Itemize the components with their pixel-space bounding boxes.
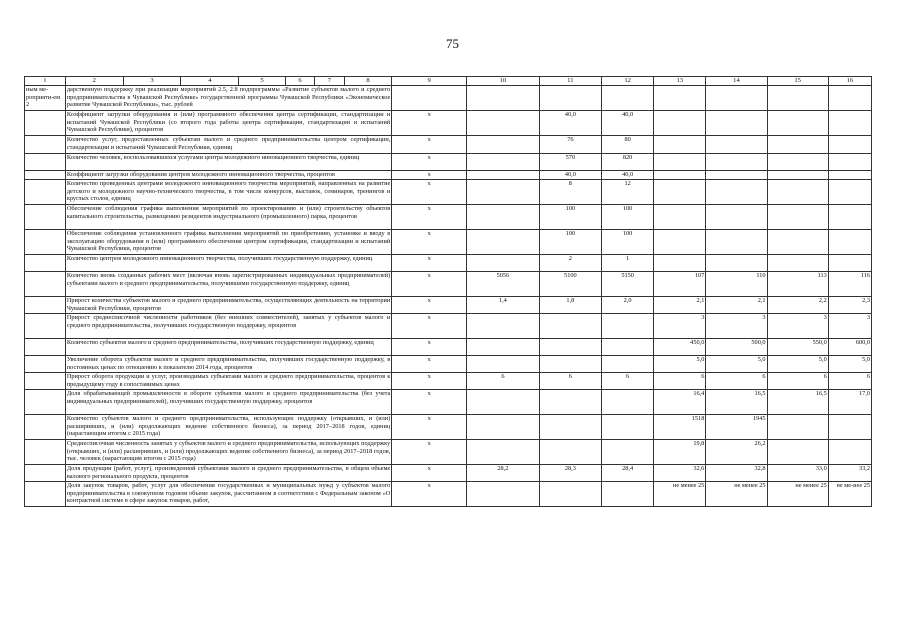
col-header: 6 xyxy=(285,77,314,86)
unit-cell xyxy=(392,86,467,111)
table-row xyxy=(25,154,872,171)
indicator-name: Количество услуг, предоставленных субъектам малого и среднего предпринимательства центром сертификации, стандартизации и испытаний Чувашской Республики, единиц xyxy=(65,136,391,154)
measure-cell xyxy=(25,255,66,272)
header-row xyxy=(25,77,872,86)
value-cell: 5056 xyxy=(467,272,540,297)
value-cell xyxy=(602,390,654,415)
unit-cell: x xyxy=(392,136,467,154)
indicator-name: Обеспечение соблюдения установленного графика выполнения мероприятий по приобретению, установке и вводу в эксплуатацию оборудования и (или) программного обеспечения центром сертификации, стандартизации и испытаний Чувашской Республики, процентов xyxy=(65,230,391,255)
col-header: 1 xyxy=(25,77,66,86)
value-cell: 80 xyxy=(602,136,654,154)
value-cell xyxy=(828,180,871,205)
indicator-name: Доля закупок товаров, работ, услуг для обеспечения государственных и муниципальных нужд у субъектов малого предпринимательства в совокупном годовом объеме закупок, рассчитанном в соответствии с Федеральным законом «О контрактной системе в сфере закупок товаров, работ, xyxy=(65,482,391,507)
value-cell xyxy=(539,356,601,373)
col-header: 10 xyxy=(467,77,540,86)
value-cell: 107 xyxy=(654,272,706,297)
indicator-name: Количество проведенных центрами молодежного инновационного творчества мероприятий, направленных на развитие детского и молодежного научно-технического творчества, в том числе конкурсов, выставок, семинаров, тренингов и круглых столов, единиц xyxy=(65,180,391,205)
table-row xyxy=(25,482,872,507)
table-row xyxy=(25,314,872,339)
value-cell xyxy=(767,230,828,255)
unit-cell: x xyxy=(392,230,467,255)
value-cell xyxy=(467,440,540,465)
value-cell: 12 xyxy=(602,180,654,205)
value-cell xyxy=(602,415,654,440)
indicator-name: Количество центров молодежного инновационного творчества, получивших государственную поддержку, единиц xyxy=(65,255,391,272)
value-cell xyxy=(602,356,654,373)
col-header: 2 xyxy=(65,77,123,86)
unit-cell: x xyxy=(392,272,467,297)
value-cell: 500,0 xyxy=(706,339,767,356)
value-cell xyxy=(467,314,540,339)
value-cell: 32,8 xyxy=(706,465,767,482)
value-cell: 6 xyxy=(539,373,601,390)
unit-cell: x xyxy=(392,373,467,390)
measure-cell xyxy=(25,415,66,440)
table-row xyxy=(25,171,872,180)
table-row xyxy=(25,180,872,205)
value-cell: 5,0 xyxy=(767,356,828,373)
measure-cell xyxy=(25,205,66,230)
value-cell xyxy=(539,86,601,111)
measure-cell xyxy=(25,465,66,482)
table-row xyxy=(25,272,872,297)
value-cell: 450,0 xyxy=(654,339,706,356)
unit-cell: x xyxy=(392,415,467,440)
indicators-table xyxy=(24,76,872,507)
indicator-name: Прирост количества субъектов малого и среднего предпринимательства, осуществляющих деятельность на территории Чувашской Республики, процентов xyxy=(66,297,391,312)
value-cell xyxy=(828,440,871,465)
table-row xyxy=(25,440,872,465)
indicator-name: Обеспечение соблюдения графика выполнения мероприятий по проектированию и (или) строительству объектов капитального строительства, размещению резидентов индустриального (промышленного) парка, процентов xyxy=(65,205,391,230)
measure-cell xyxy=(25,136,66,154)
value-cell: 28,3 xyxy=(539,465,601,482)
measure-cell xyxy=(25,440,66,465)
table-row xyxy=(25,111,872,136)
value-cell: 76 xyxy=(539,136,601,154)
indicator-name: Количество субъектов малого и среднего предпринимательства, получивших государственную поддержку, единиц xyxy=(65,339,391,356)
value-cell xyxy=(828,171,871,180)
indicator-name: Доля продукции (работ, услуг), произведенной субъектами малого и среднего предпринимательства, в общем объеме валового регионального продукта, процентов xyxy=(66,465,391,480)
value-cell xyxy=(706,230,767,255)
measure-cell: ным ме-роприяти-ем 2 xyxy=(25,86,66,111)
col-header: 11 xyxy=(539,77,601,86)
value-cell xyxy=(539,415,601,440)
value-cell: 113 xyxy=(767,272,828,297)
measure-cell xyxy=(25,111,66,136)
value-cell: 570 xyxy=(539,154,601,171)
value-cell: 2,1 xyxy=(654,297,706,314)
value-cell xyxy=(767,154,828,171)
value-cell xyxy=(767,440,828,465)
value-cell xyxy=(767,180,828,205)
value-cell: 33,2 xyxy=(828,465,871,482)
table-row xyxy=(25,230,872,255)
value-cell: 600,0 xyxy=(828,339,871,356)
table-row xyxy=(25,339,872,356)
col-header: 15 xyxy=(767,77,828,86)
col-header: 5 xyxy=(239,77,285,86)
value-cell xyxy=(602,440,654,465)
value-cell xyxy=(706,111,767,136)
value-cell: 17,0 xyxy=(828,390,871,415)
value-cell xyxy=(602,86,654,111)
value-cell xyxy=(654,230,706,255)
unit-cell: x xyxy=(392,180,467,205)
value-cell xyxy=(706,86,767,111)
value-cell xyxy=(706,205,767,230)
value-cell xyxy=(706,171,767,180)
unit-cell: x xyxy=(392,356,467,373)
value-cell xyxy=(828,154,871,171)
value-cell: 100 xyxy=(539,230,601,255)
value-cell xyxy=(828,230,871,255)
table-row xyxy=(25,136,872,154)
value-cell xyxy=(467,390,540,415)
value-cell: 6 xyxy=(602,373,654,390)
value-cell: не менее 25 xyxy=(767,482,828,507)
table-row xyxy=(25,255,872,272)
measure-cell xyxy=(25,314,66,339)
value-cell xyxy=(467,356,540,373)
value-cell: 5,0 xyxy=(706,356,767,373)
value-cell xyxy=(706,136,767,154)
value-cell: 16,4 xyxy=(654,390,706,415)
unit-cell: x xyxy=(392,154,467,171)
value-cell: 5,0 xyxy=(654,356,706,373)
value-cell xyxy=(828,415,871,440)
table-row xyxy=(25,465,872,482)
col-header: 9 xyxy=(392,77,467,86)
value-cell xyxy=(706,154,767,171)
measure-cell xyxy=(25,390,66,415)
measure-cell xyxy=(25,272,66,297)
value-cell xyxy=(654,205,706,230)
measure-cell xyxy=(25,356,66,373)
value-cell: 5100 xyxy=(539,272,601,297)
value-cell xyxy=(828,255,871,272)
col-header: 8 xyxy=(344,77,392,86)
value-cell: 3 xyxy=(767,314,828,339)
value-cell xyxy=(654,136,706,154)
value-cell xyxy=(828,136,871,154)
unit-cell: x xyxy=(392,171,467,180)
indicator-name: Прирост среднесписочной численности работников (без внешних совместителей), занятых у субъектов малого и среднего предпринимательства, получивших государственную поддержку, процентов xyxy=(65,314,391,339)
value-cell: 6 xyxy=(706,373,767,390)
value-cell xyxy=(602,339,654,356)
measure-cell xyxy=(25,230,66,255)
measure-cell xyxy=(25,297,66,314)
col-header: 7 xyxy=(315,77,344,86)
unit-cell: x xyxy=(392,205,467,230)
col-header: 13 xyxy=(654,77,706,86)
unit-cell: x xyxy=(392,297,467,314)
value-cell xyxy=(654,180,706,205)
value-cell: 116 xyxy=(828,272,871,297)
value-cell: 100 xyxy=(602,230,654,255)
value-cell: 100 xyxy=(539,205,601,230)
indicator-name: Количество вновь созданных рабочих мест (включая вновь зарегистрированных индивидуальных предпринимателей) субъектами малого и среднего предпринимательства, получившими государственную поддержку, единиц xyxy=(65,272,391,297)
value-cell xyxy=(828,111,871,136)
col-header: 12 xyxy=(602,77,654,86)
unit-cell: x xyxy=(392,390,467,415)
value-cell xyxy=(539,339,601,356)
table-row xyxy=(25,356,872,373)
value-cell xyxy=(602,314,654,339)
value-cell xyxy=(654,171,706,180)
value-cell: 40,0 xyxy=(602,171,654,180)
value-cell xyxy=(828,205,871,230)
value-cell xyxy=(467,205,540,230)
value-cell: 40,0 xyxy=(539,171,601,180)
value-cell xyxy=(467,154,540,171)
unit-cell: x xyxy=(392,440,467,465)
value-cell xyxy=(467,111,540,136)
measure-cell xyxy=(25,373,66,390)
value-cell xyxy=(767,205,828,230)
value-cell: 2,1 xyxy=(706,297,767,314)
value-cell xyxy=(767,111,828,136)
value-cell: 6 xyxy=(654,373,706,390)
col-header: 16 xyxy=(828,77,871,86)
unit-cell: x xyxy=(392,314,467,339)
indicator-name: Коэффициент загрузки оборудования центров молодежного инновационного творчества, процентов xyxy=(65,171,391,180)
value-cell: 550,0 xyxy=(767,339,828,356)
value-cell xyxy=(467,86,540,111)
value-cell xyxy=(539,390,601,415)
indicator-name: Количество субъектов малого и среднего предпринимательства, использующих поддержку (открывших, и (или) расширивших, и (или) продолжающих ведение собственного бизнеса), за период 2017–2018 годов, единиц (нарастающим итогом с 2015 года) xyxy=(65,415,391,440)
measure-cell xyxy=(25,180,66,205)
value-cell: 6 xyxy=(767,373,828,390)
indicator-name: Коэффициент загрузки оборудования и (или) программного обеспечения центра сертификации, стандартизации и испытаний Чувашской Республики (со второго года работы центра сертификации, стандартизации и испытаний Чувашской Республики), процентов xyxy=(65,111,391,136)
value-cell xyxy=(828,86,871,111)
value-cell xyxy=(467,180,540,205)
measure-cell xyxy=(25,482,66,507)
value-cell xyxy=(767,86,828,111)
value-cell: 26,2 xyxy=(706,440,767,465)
value-cell xyxy=(654,255,706,272)
indicator-name: Количество человек, воспользовавшихся услугами центра молодежного инновационного творчества, единиц xyxy=(65,154,391,171)
value-cell: не менее 25 xyxy=(706,482,767,507)
value-cell: 28,2 xyxy=(467,465,540,482)
value-cell xyxy=(467,339,540,356)
unit-cell: x xyxy=(392,339,467,356)
value-cell xyxy=(539,482,601,507)
unit-cell: x xyxy=(392,111,467,136)
value-cell: 6 xyxy=(467,373,540,390)
value-cell xyxy=(654,86,706,111)
table-row xyxy=(25,86,872,111)
value-cell: 16,5 xyxy=(767,390,828,415)
value-cell xyxy=(767,255,828,272)
value-cell xyxy=(467,415,540,440)
indicator-name: Увеличение оборота субъектов малого и среднего предпринимательства, получивших государственную поддержку, в постоянных ценах по отношению к показателю 2014 года, процентов xyxy=(66,356,391,371)
value-cell: 5,0 xyxy=(828,356,871,373)
indicator-name: Среднесписочная численность занятых у субъектов малого и среднего предпринимательства, использующих поддержку (открывших, и (или) расширивших, и (или) продолжающих ведение собственного бизнеса), за период 2017–2018 годов, тыс. человек (нарастающим итогом с 2015 года) xyxy=(65,440,391,465)
value-cell: 32,6 xyxy=(654,465,706,482)
value-cell xyxy=(467,230,540,255)
value-cell xyxy=(467,255,540,272)
value-cell: 3 xyxy=(654,314,706,339)
col-header: 4 xyxy=(181,77,239,86)
value-cell: 820 xyxy=(602,154,654,171)
value-cell xyxy=(539,440,601,465)
value-cell xyxy=(467,171,540,180)
value-cell: 16,5 xyxy=(706,390,767,415)
value-cell xyxy=(539,314,601,339)
table-row xyxy=(25,297,872,314)
value-cell: не менее 25 xyxy=(654,482,706,507)
table-row xyxy=(25,373,872,390)
value-cell: 2,2 xyxy=(767,297,828,314)
indicator-name: Доля обрабатывающей промышленности в обороте субъектов малого и среднего предпринимательства (без учета индивидуальных предпринимателей), получивших государственную поддержку, процентов xyxy=(65,390,391,415)
value-cell: 1,8 xyxy=(539,297,601,314)
value-cell xyxy=(706,255,767,272)
value-cell xyxy=(767,171,828,180)
value-cell: 100 xyxy=(602,205,654,230)
value-cell: 2,0 xyxy=(602,297,654,314)
value-cell: 2 xyxy=(539,255,601,272)
value-cell xyxy=(467,482,540,507)
unit-cell: x xyxy=(392,482,467,507)
value-cell xyxy=(767,136,828,154)
value-cell: 1 xyxy=(602,255,654,272)
col-header: 14 xyxy=(706,77,767,86)
measure-cell xyxy=(25,154,66,171)
value-cell: 3 xyxy=(828,314,871,339)
value-cell: 8 xyxy=(539,180,601,205)
value-cell: 6 xyxy=(828,373,871,390)
value-cell xyxy=(654,154,706,171)
value-cell xyxy=(602,482,654,507)
value-cell xyxy=(654,111,706,136)
measure-cell xyxy=(25,339,66,356)
table-row xyxy=(25,390,872,415)
col-header: 3 xyxy=(123,77,181,86)
value-cell: 110 xyxy=(706,272,767,297)
value-cell: 1945 xyxy=(706,415,767,440)
value-cell: 1,4 xyxy=(467,297,540,314)
value-cell: 2,3 xyxy=(828,297,871,314)
indicator-name: Прирост оборота продукции и услуг, производимых субъектами малого и среднего предпринимательства, процентов к предыдущему году в сопоставимых ценах xyxy=(66,373,391,388)
value-cell: 40,0 xyxy=(602,111,654,136)
page-number: 75 xyxy=(446,36,459,51)
unit-cell: x xyxy=(392,255,467,272)
value-cell: 3 xyxy=(706,314,767,339)
value-cell xyxy=(706,180,767,205)
table-row xyxy=(25,415,872,440)
value-cell: 5150 xyxy=(602,272,654,297)
value-cell: 28,4 xyxy=(602,465,654,482)
measure-cell xyxy=(25,171,66,180)
value-cell: 19,8 xyxy=(654,440,706,465)
indicator-name: дарственную поддержку при реализации мероприятий 2.5, 2.8 подпрограммы «Развитие субъектов малого и среднего предпринимательства в Чувашской Республике» государственной программы Чувашской Республики «Экономическое развитие Чувашской Республики», тыс. рублей xyxy=(65,86,391,111)
value-cell: не ме-нее 25 xyxy=(828,482,871,507)
value-cell: 1518 xyxy=(654,415,706,440)
unit-cell: x xyxy=(392,465,467,482)
value-cell: 40,0 xyxy=(539,111,601,136)
value-cell: 33,0 xyxy=(767,465,828,482)
table-row xyxy=(25,205,872,230)
value-cell xyxy=(767,415,828,440)
value-cell xyxy=(467,136,540,154)
